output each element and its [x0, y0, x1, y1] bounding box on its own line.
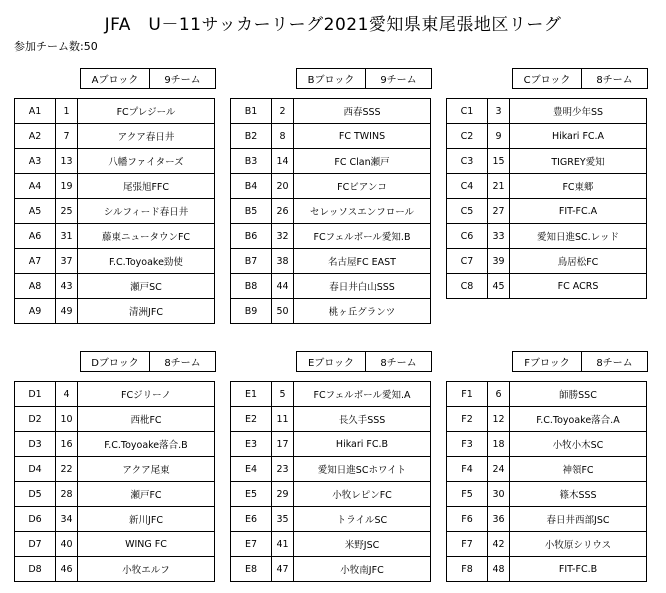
team-name: FCジリーノ: [78, 382, 215, 407]
team-name: 八幡ファイターズ: [78, 149, 215, 174]
team-row: [231, 507, 431, 532]
team-code: A2: [15, 124, 56, 149]
team-code: F1: [447, 382, 488, 407]
team-row: [231, 274, 431, 299]
team-number: 32: [272, 224, 294, 249]
team-number: 16: [56, 432, 78, 457]
team-name: 名古屋FC EAST: [294, 249, 431, 274]
team-code: A9: [15, 299, 56, 324]
team-name: シルフィード春日井: [78, 199, 215, 224]
team-name: 瀬戸FC: [78, 482, 215, 507]
team-code: F3: [447, 432, 488, 457]
team-number: 8: [272, 124, 294, 149]
team-name: FIT-FC.A: [510, 199, 647, 224]
team-code: B7: [231, 249, 272, 274]
page-title: JFA U－11サッカーリーグ2021愛知県東尾張地区リーグ: [104, 15, 562, 35]
team-row: [447, 124, 647, 149]
team-code: B2: [231, 124, 272, 149]
team-row: [447, 457, 647, 482]
team-code: A3: [15, 149, 56, 174]
team-number: 37: [56, 249, 78, 274]
team-row: [15, 99, 215, 124]
team-name: FC TWINS: [294, 124, 431, 149]
team-row: [15, 382, 215, 407]
team-row: [231, 99, 431, 124]
team-number: 38: [272, 249, 294, 274]
team-row: [231, 407, 431, 432]
team-code: F6: [447, 507, 488, 532]
team-number: 3: [488, 99, 510, 124]
team-code: C8: [447, 274, 488, 299]
block-name: Dブロック: [81, 352, 150, 371]
team-code: E6: [231, 507, 272, 532]
team-name: 尾張旭FFC: [78, 174, 215, 199]
team-row: [231, 299, 431, 324]
team-number: 19: [56, 174, 78, 199]
team-number: 9: [488, 124, 510, 149]
team-row: [15, 124, 215, 149]
team-number: 13: [56, 149, 78, 174]
team-name: FCフェルボール愛知.A: [294, 382, 431, 407]
team-number: 23: [272, 457, 294, 482]
team-row: [15, 299, 215, 324]
team-number: 34: [56, 507, 78, 532]
block-f-table: [446, 381, 647, 582]
team-code: F8: [447, 557, 488, 582]
team-row: [447, 274, 647, 299]
team-code: D1: [15, 382, 56, 407]
team-code: C7: [447, 249, 488, 274]
team-number: 39: [488, 249, 510, 274]
team-code: B6: [231, 224, 272, 249]
team-name: FIT-FC.B: [510, 557, 647, 582]
team-number: 12: [488, 407, 510, 432]
team-code: A1: [15, 99, 56, 124]
team-name: FC東郷: [510, 174, 647, 199]
team-row: [447, 532, 647, 557]
team-code: C6: [447, 224, 488, 249]
team-row: [15, 149, 215, 174]
team-number: 11: [272, 407, 294, 432]
team-code: A4: [15, 174, 56, 199]
participant-count: 参加チーム数:50: [14, 40, 98, 53]
team-row: [447, 507, 647, 532]
team-number: 18: [488, 432, 510, 457]
team-number: 43: [56, 274, 78, 299]
team-name: 小牧小木SC: [510, 432, 647, 457]
team-name: 愛知日進SC.レッド: [510, 224, 647, 249]
team-name: 西枇FC: [78, 407, 215, 432]
team-number: 15: [488, 149, 510, 174]
team-name: 小牧原シリウス: [510, 532, 647, 557]
team-name: 神領FC: [510, 457, 647, 482]
team-name: 米野JSC: [294, 532, 431, 557]
team-row: [15, 224, 215, 249]
team-code: B8: [231, 274, 272, 299]
team-number: 10: [56, 407, 78, 432]
team-code: A5: [15, 199, 56, 224]
block-c-header: [512, 68, 648, 89]
team-number: 44: [272, 274, 294, 299]
team-number: 17: [272, 432, 294, 457]
team-code: E5: [231, 482, 272, 507]
team-row: [231, 149, 431, 174]
team-code: D5: [15, 482, 56, 507]
team-code: D8: [15, 557, 56, 582]
block-b-table: [230, 98, 431, 324]
team-row: [447, 174, 647, 199]
team-name: 西春SSS: [294, 99, 431, 124]
team-row: [15, 174, 215, 199]
block-e-table: [230, 381, 431, 582]
team-name: トライルSC: [294, 507, 431, 532]
team-code: C2: [447, 124, 488, 149]
team-number: 41: [272, 532, 294, 557]
team-row: [15, 532, 215, 557]
team-number: 24: [488, 457, 510, 482]
team-code: E1: [231, 382, 272, 407]
team-code: E4: [231, 457, 272, 482]
team-name: FC ACRS: [510, 274, 647, 299]
team-code: D4: [15, 457, 56, 482]
block-a-header: [80, 68, 216, 89]
team-number: 31: [56, 224, 78, 249]
team-number: 28: [56, 482, 78, 507]
team-number: 20: [272, 174, 294, 199]
team-row: [231, 124, 431, 149]
team-row: [15, 507, 215, 532]
block-name: Aブロック: [81, 69, 150, 88]
team-number: 35: [272, 507, 294, 532]
team-code: B3: [231, 149, 272, 174]
team-row: [231, 457, 431, 482]
team-name: FCビアンコ: [294, 174, 431, 199]
block-name: Eブロック: [297, 352, 366, 371]
team-row: [15, 407, 215, 432]
block-c-table: [446, 98, 647, 299]
team-number: 30: [488, 482, 510, 507]
team-row: [15, 249, 215, 274]
team-name: 小牧南JFC: [294, 557, 431, 582]
team-code: E8: [231, 557, 272, 582]
team-name: アクア尾東: [78, 457, 215, 482]
team-number: 22: [56, 457, 78, 482]
team-number: 42: [488, 532, 510, 557]
team-number: 4: [56, 382, 78, 407]
team-row: [15, 199, 215, 224]
team-name: 小牧レピンFC: [294, 482, 431, 507]
block-f-header: [512, 351, 648, 372]
team-number: 46: [56, 557, 78, 582]
team-row: [231, 174, 431, 199]
team-row: [447, 149, 647, 174]
team-name: 鳥居松FC: [510, 249, 647, 274]
team-code: A8: [15, 274, 56, 299]
team-code: F4: [447, 457, 488, 482]
team-code: B5: [231, 199, 272, 224]
team-name: 愛知日進SCホワイト: [294, 457, 431, 482]
team-number: 50: [272, 299, 294, 324]
team-name: Hikari FC.A: [510, 124, 647, 149]
team-number: 26: [272, 199, 294, 224]
team-row: [447, 249, 647, 274]
team-code: C3: [447, 149, 488, 174]
team-number: 47: [272, 557, 294, 582]
team-row: [231, 532, 431, 557]
team-code: A6: [15, 224, 56, 249]
block-name: Cブロック: [513, 69, 582, 88]
team-number: 48: [488, 557, 510, 582]
team-row: [447, 482, 647, 507]
team-name: 豊明少年SS: [510, 99, 647, 124]
team-name: 春日井西部JSC: [510, 507, 647, 532]
team-name: 清洲JFC: [78, 299, 215, 324]
team-number: 21: [488, 174, 510, 199]
team-row: [447, 99, 647, 124]
team-code: D7: [15, 532, 56, 557]
block-e-header: [296, 351, 432, 372]
team-number: 45: [488, 274, 510, 299]
team-name: 師勝SSC: [510, 382, 647, 407]
team-number: 6: [488, 382, 510, 407]
team-number: 2: [272, 99, 294, 124]
team-name: Hikari FC.B: [294, 432, 431, 457]
team-row: [231, 432, 431, 457]
block-name: Bブロック: [297, 69, 366, 88]
team-row: [447, 557, 647, 582]
team-name: F.C.Toyoake勁使: [78, 249, 215, 274]
block-b-header: [296, 68, 432, 89]
team-row: [231, 249, 431, 274]
team-row: [231, 482, 431, 507]
team-code: E7: [231, 532, 272, 557]
team-code: F7: [447, 532, 488, 557]
team-name: 藤東ニュータウンFC: [78, 224, 215, 249]
team-name: FC Clan瀬戸: [294, 149, 431, 174]
team-row: [447, 432, 647, 457]
team-code: B4: [231, 174, 272, 199]
team-name: F.C.Toyoake落合.A: [510, 407, 647, 432]
team-row: [15, 557, 215, 582]
team-number: 33: [488, 224, 510, 249]
team-code: F5: [447, 482, 488, 507]
block-team-count: 9チーム: [380, 75, 417, 86]
team-row: [15, 457, 215, 482]
team-name: TIGREY愛知: [510, 149, 647, 174]
team-name: FCフェルボール愛知.B: [294, 224, 431, 249]
team-row: [447, 199, 647, 224]
team-name: 新川JFC: [78, 507, 215, 532]
team-number: 1: [56, 99, 78, 124]
team-number: 7: [56, 124, 78, 149]
team-row: [231, 224, 431, 249]
team-number: 36: [488, 507, 510, 532]
team-code: D6: [15, 507, 56, 532]
team-name: 春日井白山SSS: [294, 274, 431, 299]
block-name: Fブロック: [513, 352, 582, 371]
team-name: 瀬戸SC: [78, 274, 215, 299]
block-team-count: 9チーム: [164, 75, 201, 86]
team-name: F.C.Toyoake落合.B: [78, 432, 215, 457]
team-name: セレッソスエンフロール: [294, 199, 431, 224]
team-number: 5: [272, 382, 294, 407]
team-name: 桃ヶ丘グランツ: [294, 299, 431, 324]
team-number: 27: [488, 199, 510, 224]
team-row: [15, 274, 215, 299]
team-row: [15, 482, 215, 507]
team-code: E3: [231, 432, 272, 457]
team-code: D2: [15, 407, 56, 432]
team-number: 29: [272, 482, 294, 507]
block-team-count: 8チーム: [596, 358, 633, 369]
team-code: C4: [447, 174, 488, 199]
team-number: 40: [56, 532, 78, 557]
team-name: FCプレジール: [78, 99, 215, 124]
team-row: [15, 432, 215, 457]
block-a-table: [14, 98, 215, 324]
team-row: [231, 199, 431, 224]
team-code: C1: [447, 99, 488, 124]
team-code: D3: [15, 432, 56, 457]
block-d-header: [80, 351, 216, 372]
team-code: B9: [231, 299, 272, 324]
team-row: [231, 557, 431, 582]
block-team-count: 8チーム: [380, 358, 417, 369]
team-name: 篠木SSS: [510, 482, 647, 507]
team-name: アクア春日井: [78, 124, 215, 149]
team-number: 25: [56, 199, 78, 224]
block-d-table: [14, 381, 215, 582]
team-code: C5: [447, 199, 488, 224]
team-row: [447, 224, 647, 249]
team-number: 49: [56, 299, 78, 324]
team-code: B1: [231, 99, 272, 124]
block-team-count: 8チーム: [164, 358, 201, 369]
block-team-count: 8チーム: [596, 75, 633, 86]
team-row: [231, 382, 431, 407]
team-code: A7: [15, 249, 56, 274]
team-name: 小牧エルフ: [78, 557, 215, 582]
team-name: 長久手SSS: [294, 407, 431, 432]
team-row: [447, 382, 647, 407]
team-number: 14: [272, 149, 294, 174]
team-code: F2: [447, 407, 488, 432]
team-row: [447, 407, 647, 432]
team-name: WING FC: [78, 532, 215, 557]
team-code: E2: [231, 407, 272, 432]
